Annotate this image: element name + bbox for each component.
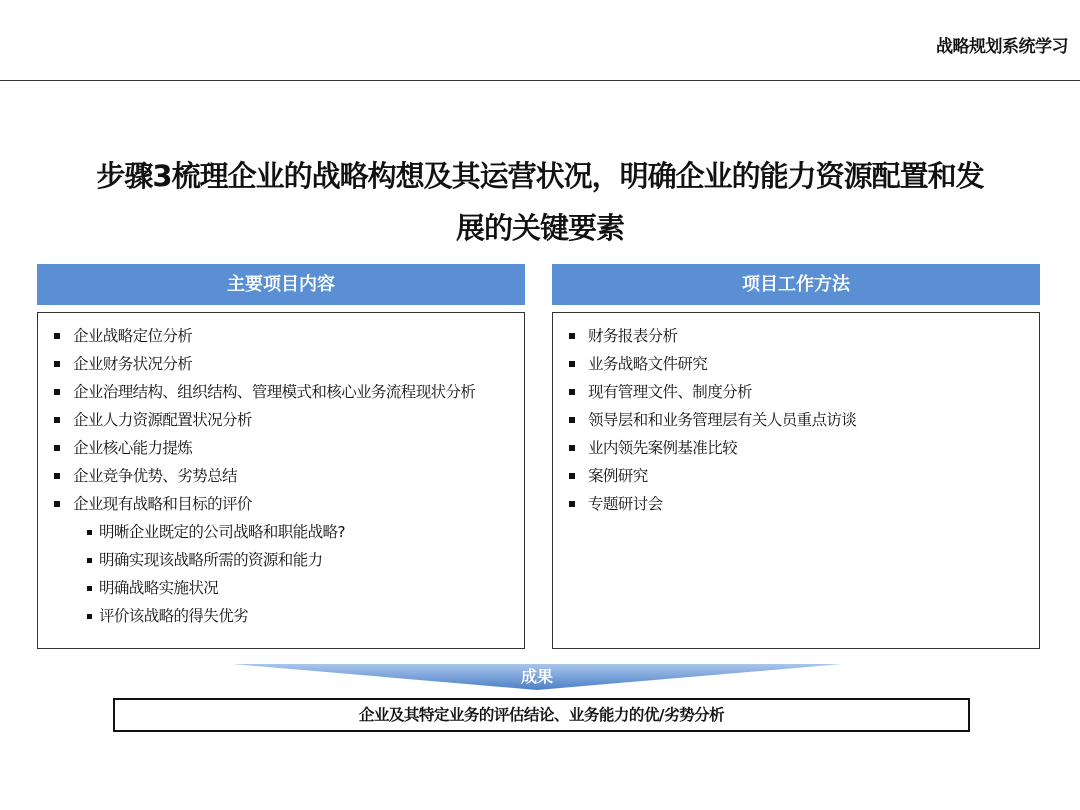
page-title (40, 150, 1040, 254)
left-column-header: 主要项目内容 (37, 264, 525, 305)
right-list-item: 现有管理文件、制度分析 (566, 378, 1039, 406)
right-list-item: 案例研究 (566, 462, 1039, 490)
left-list-item: 评价该战略的得失优劣 (51, 602, 524, 630)
left-list-item: 企业现有战略和目标的评价 (51, 490, 524, 518)
right-list-item: 业务战略文件研究 (566, 350, 1039, 378)
page-title-line-1: 步骤3梳理企业的战略构想及其运营状况，明确企业的能力资源配置和发 (96, 159, 984, 193)
left-list-item: 企业战略定位分析 (51, 322, 524, 350)
right-column-list (553, 313, 1039, 518)
header-divider (0, 80, 1080, 81)
right-list-item: 领导层和和业务管理层有关人员重点访谈 (566, 406, 1039, 434)
left-list-item: 企业核心能力提炼 (51, 434, 524, 462)
right-list-item: 专题研讨会 (566, 490, 1039, 518)
header-title: 战略规划系统学习 (936, 37, 1068, 57)
result-label: 成果 (520, 667, 553, 686)
right-column-box (552, 312, 1040, 649)
left-list-item: 企业竞争优势、劣势总结 (51, 462, 524, 490)
left-list-item: 企业财务状况分析 (51, 350, 524, 378)
left-list-item: 企业治理结构、组织结构、管理模式和核心业务流程现状分析 (51, 378, 524, 406)
right-column-header: 项目工作方法 (552, 264, 1040, 305)
left-list-item: 企业人力资源配置状况分析 (51, 406, 524, 434)
result-box: 企业及其特定业务的评估结论、业务能力的优/劣势分析 (113, 698, 970, 732)
right-list-item: 业内领先案例基准比较 (566, 434, 1039, 462)
left-column-list (38, 313, 524, 630)
right-list-item: 财务报表分析 (566, 322, 1039, 350)
left-list-item: 明确实现该战略所需的资源和能力 (51, 546, 524, 574)
left-list-item: 明确战略实施状况 (51, 574, 524, 602)
left-column-box (37, 312, 525, 649)
left-list-item: 明晰企业既定的公司战略和职能战略? (51, 518, 524, 546)
page-title-line-2: 展的关键要素 (455, 211, 624, 245)
